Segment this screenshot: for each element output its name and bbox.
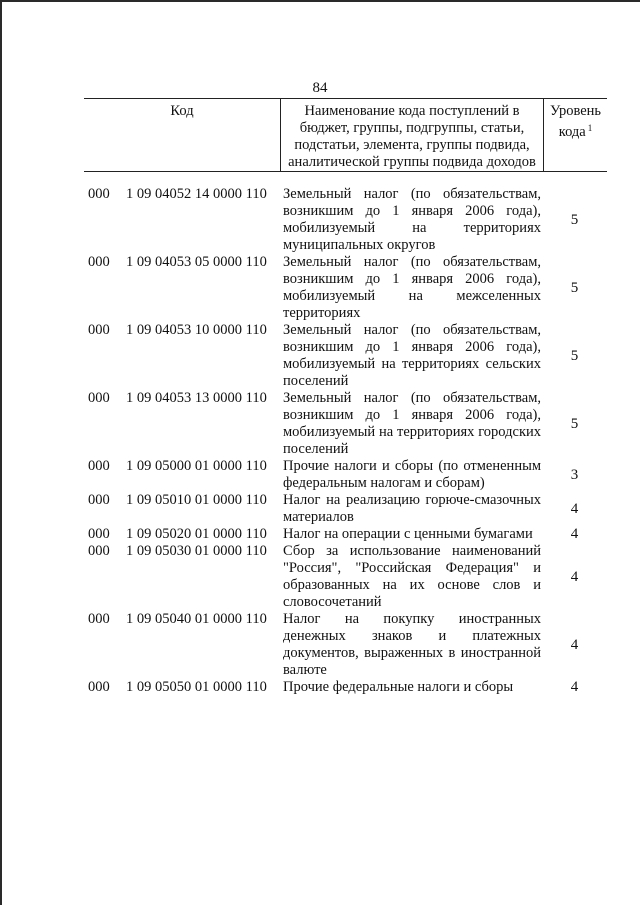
row-name: Налог на покупку иностранных денежных знаков и платежных документов, выраженных в иностранной валюте [283,611,541,678]
row-code: 1 09 05050 01 0000 110 [126,679,267,695]
row-name: Земельный налог (по обязательствам, возникшим до 1 января 2006 года), мобилизуемый на территориях городских поселений [283,390,541,457]
header-name: Наименование кода поступлений в бюджет, группы, подгруппы, статьи, подстатьи, элемента, группы подвида, аналитической группы подвида доходов [281,99,544,171]
row-level: 4 [570,500,579,517]
header-code: Код [84,99,281,171]
row-code: 1 09 05010 01 0000 110 [126,492,267,508]
row-prefix: 000 [88,186,110,202]
row-level: 4 [570,568,579,585]
row-prefix: 000 [88,322,110,338]
table-row [88,492,608,526]
table-row [88,186,608,254]
row-prefix: 000 [88,543,110,559]
row-name: Налог на реализацию горюче-смазочных материалов [283,492,541,525]
row-code: 1 09 05000 01 0000 110 [126,458,267,474]
row-prefix: 000 [88,390,110,406]
row-code: 1 09 04053 10 0000 110 [126,322,267,338]
header-level [544,99,607,171]
row-prefix: 000 [88,611,110,627]
header-level-label: Уровень кода [549,103,602,140]
row-level: 5 [570,415,579,432]
row-level: 4 [570,636,579,653]
page-edge-left [0,0,2,905]
row-code: 1 09 04053 13 0000 110 [126,390,267,406]
row-code: 1 09 05030 01 0000 110 [126,543,267,559]
page-number: 84 [312,80,328,96]
row-name: Земельный налог (по обязательствам, возникшим до 1 января 2006 года), мобилизуемый на территориях сельских поселений [283,322,541,389]
row-level: 5 [570,279,579,296]
row-name: Прочие федеральные налоги и сборы [283,679,514,695]
page-edge-top [0,0,640,2]
table-row [88,322,608,390]
table-row [88,458,608,492]
row-level: 3 [570,466,579,483]
table-row [88,526,608,543]
row-prefix: 000 [88,458,110,474]
row-code: 1 09 04053 05 0000 110 [126,254,267,270]
table-row [88,390,608,458]
table-row [88,543,608,611]
row-name: Земельный налог (по обязательствам, возникшим до 1 января 2006 года), мобилизуемый на территориях муниципальных округов [283,186,541,253]
table-header [84,98,607,172]
row-level: 5 [570,347,579,364]
row-level: 4 [570,526,579,542]
table-body [88,186,608,696]
row-level: 4 [570,679,579,695]
header-level-footnote: 1 [587,123,593,133]
row-prefix: 000 [88,492,110,508]
table-row [88,611,608,679]
row-prefix: 000 [88,526,110,542]
row-code: 1 09 05040 01 0000 110 [126,611,267,627]
row-name: Земельный налог (по обязательствам, возникшим до 1 января 2006 года), мобилизуемый на межселенных территориях [283,254,541,321]
table-row [88,679,608,696]
row-prefix: 000 [88,679,110,695]
row-name: Сбор за использование наименований "Россия", "Российская Федерация" и образованных на их основе слов и словосочетаний [283,543,541,610]
row-name: Прочие налоги и сборы (по отмененным федеральным налогам и сборам) [283,458,541,491]
row-code: 1 09 05020 01 0000 110 [126,526,267,542]
row-code: 1 09 04052 14 0000 110 [126,186,267,202]
table-row [88,254,608,322]
row-prefix: 000 [88,254,110,270]
row-name: Налог на операции с ценными бумагами [283,526,533,542]
row-level: 5 [570,211,579,228]
